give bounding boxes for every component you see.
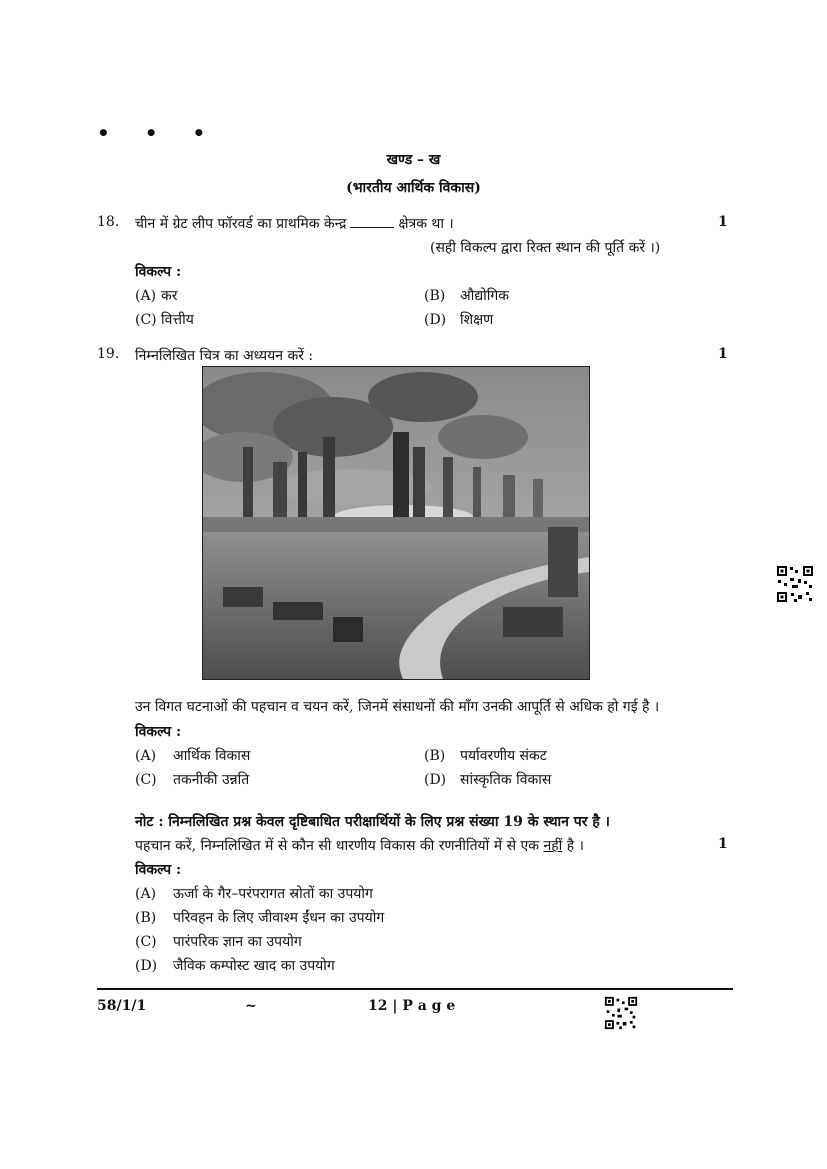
header-dots: • • • [97,121,220,145]
fill-blank [350,215,394,228]
question-text: उन विगत घटनाओं की पहचान व चयन करें, जिनमें संसाधनों की माँग उनकी आपूर्ति से अधिक हो गई है । [135,699,660,715]
option-label: (A) [135,748,157,764]
option-a[interactable] [135,746,250,765]
option-b[interactable] [424,286,509,305]
option-b[interactable] [424,746,547,765]
option-label: (A) [135,288,157,304]
note-heading: नोट : निम्नलिखित प्रश्न केवल दृष्टिबाधित परीक्षार्थियों के लिए प्रश्न संख्या 19 के स्थान पर है । [135,814,610,830]
section-title: खण्ड – ख [386,152,441,168]
option-b[interactable] [135,908,384,927]
option-label: (B) [424,288,446,304]
option-text: कर [161,288,178,304]
option-label: (C) [135,772,157,788]
section-subtitle: (भारतीय आर्थिक विकास) [346,180,481,196]
option-label: (B) [424,748,446,764]
question-instruction: (सही विकल्प द्वारा रिक्त स्थान की पूर्ति करें ।) [430,240,661,256]
question-text-part: पहचान करें, निम्नलिखित में से कौन सी धारणीय विकास की रणनीतियों में से एक [135,838,539,854]
option-text: ऊर्जा के गैर–परंपरागत स्रोतों का उपयोग [173,886,373,902]
option-text: शिक्षण [460,312,494,328]
option-label: (D) [424,772,447,788]
option-label: (B) [135,910,157,926]
options-heading: विकल्प : [135,724,182,740]
option-text: आर्थिक विकास [173,748,251,764]
option-text: पर्यावरणीय संकट [460,748,547,764]
footer-divider [97,988,733,990]
option-text: सांस्कृतिक विकास [460,772,552,788]
option-text: वित्तीय [161,312,194,328]
option-a[interactable] [135,286,177,305]
paper-code: 58/1/1 [97,998,147,1014]
option-text: परिवहन के लिए जीवाश्म ईंधन का उपयोग [173,910,385,926]
option-text: जैविक कम्पोस्ट खाद का उपयोग [173,958,335,974]
options-heading: विकल्प : [135,862,182,878]
qr-code-icon [604,996,638,1030]
negation-word: नहीं [543,838,563,854]
options-heading: विकल्प : [135,264,182,280]
marks: 1 [718,346,728,362]
option-text: तकनीकी उन्नति [173,772,250,788]
option-c[interactable] [135,310,194,329]
page-number: 12 | P a g e [368,998,456,1014]
option-d[interactable] [424,770,551,789]
option-label: (D) [424,312,447,328]
note-question [135,836,584,855]
option-text: औद्योगिक [460,288,510,304]
option-c[interactable] [135,932,302,951]
option-c[interactable] [135,770,249,789]
option-text: पारंपरिक ज्ञान का उपयोग [173,934,302,950]
option-d[interactable] [424,310,493,329]
question-text-part: क्षेत्रक था । [398,216,454,232]
question-text-part: चीन में ग्रेट लीप फॉरवर्ड का प्राथमिक केन्द्र [135,216,347,232]
footer-tilde: ~ [245,998,257,1014]
option-label: (C) [135,312,157,328]
marks: 1 [718,214,728,230]
question-text: निम्नलिखित चित्र का अध्ययन करें : [135,348,314,364]
option-label: (A) [135,886,157,902]
qr-code-icon [776,565,814,603]
option-label: (C) [135,934,157,950]
question-number: 19. [97,346,120,362]
question-number: 18. [97,214,120,230]
marks: 1 [718,836,728,852]
option-label: (D) [135,958,158,974]
pollution-photo-illustration [203,367,589,679]
option-d[interactable] [135,956,335,975]
question-text-part: है । [566,838,584,854]
question-text [135,214,454,233]
pollution-photo [202,366,590,680]
option-a[interactable] [135,884,373,903]
